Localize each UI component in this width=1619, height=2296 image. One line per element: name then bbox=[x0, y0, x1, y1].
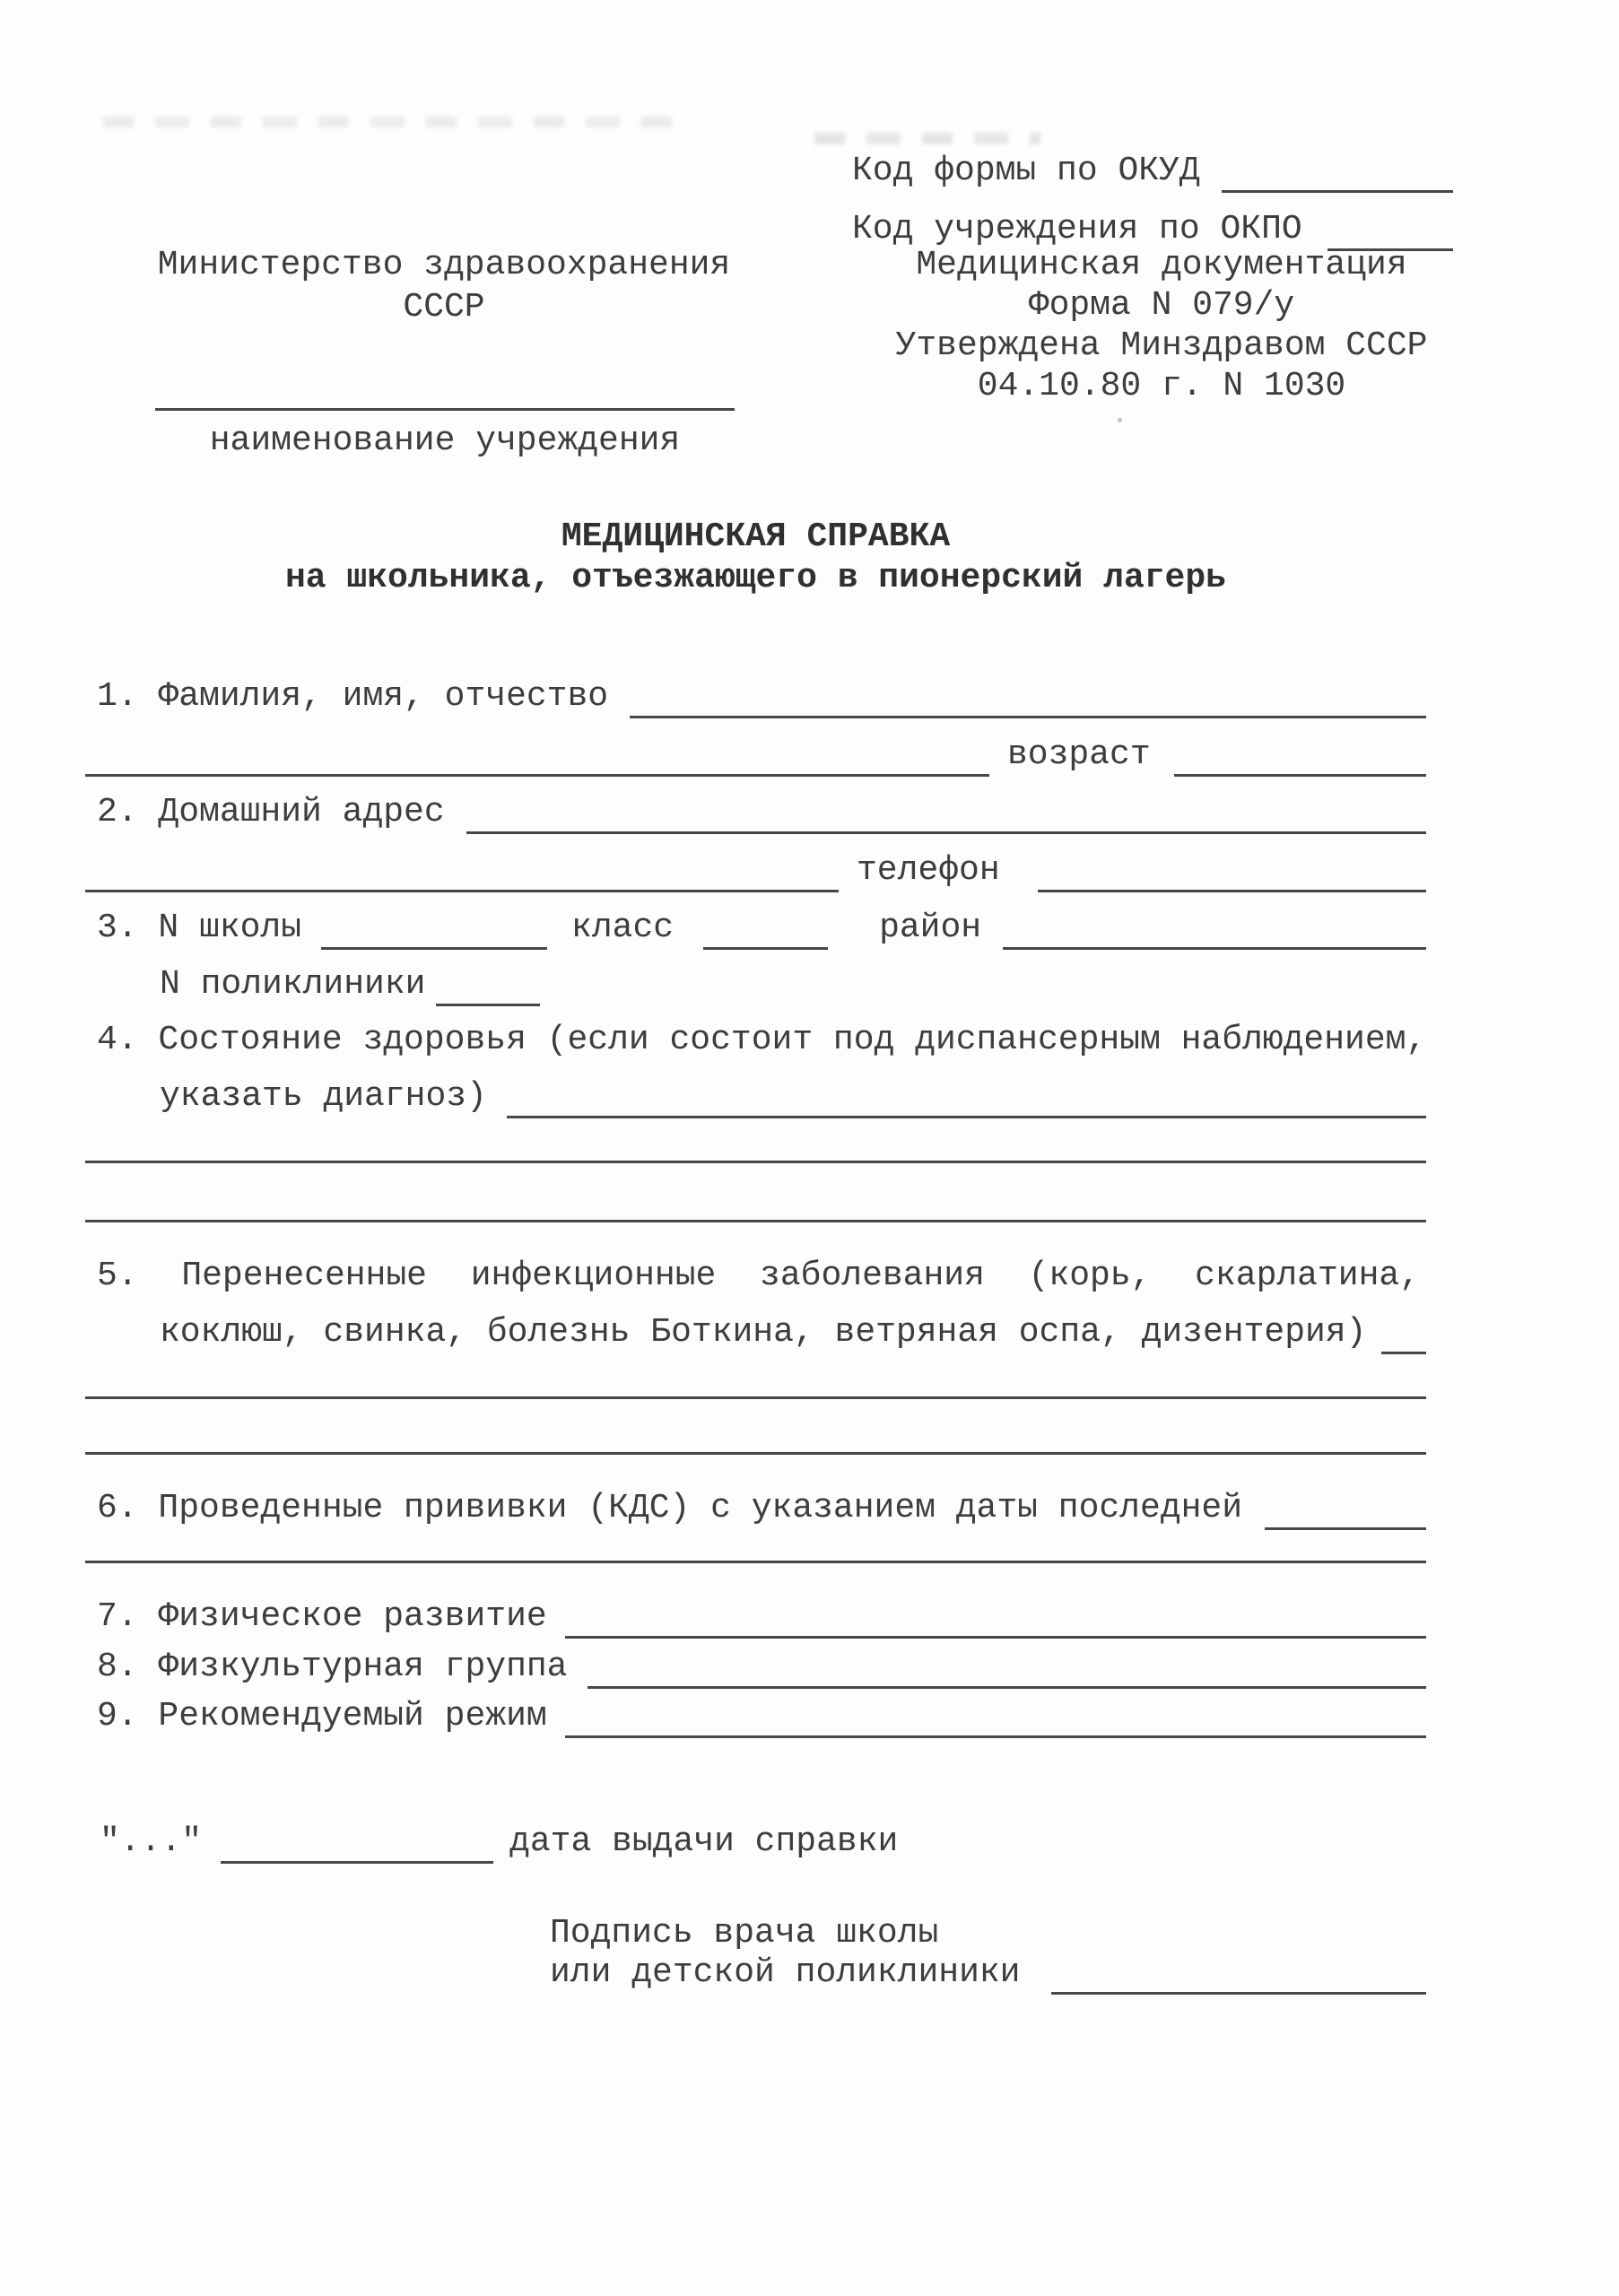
institution-caption-row: наименование учреждения bbox=[209, 422, 681, 460]
doc-info-line-3: Утверждена Минздравом СССР bbox=[895, 326, 1428, 365]
doc-info-line-2: Форма N 079/у bbox=[1028, 286, 1295, 325]
item-5-row-1 bbox=[97, 1255, 1420, 1298]
item-1-age-row bbox=[85, 734, 1426, 777]
vaccinations-extra-line[interactable] bbox=[85, 1561, 1426, 1563]
age-blank[interactable] bbox=[1174, 735, 1426, 777]
ministry-line-2: СССР bbox=[403, 288, 485, 326]
okud-code-blank[interactable] bbox=[1222, 151, 1453, 193]
doc-info-line-4: 04.10.80 г. N 1030 bbox=[977, 367, 1346, 405]
item-4-line-2: указать диагноз) bbox=[160, 1077, 487, 1116]
item-9-row bbox=[97, 1695, 1426, 1738]
item-6-label: 6. Проведенные прививки (КДС) с указанием даты последней bbox=[97, 1489, 1243, 1527]
phone-label: телефон bbox=[857, 851, 1000, 890]
item-7-label: 7. Физическое развитие bbox=[97, 1597, 547, 1636]
item-5-line-1: 5. Перенесенные инфекционные заболевания (корь, скарлатина, bbox=[97, 1257, 1420, 1295]
signature-blank[interactable] bbox=[1051, 1952, 1427, 1995]
item-7-row bbox=[97, 1596, 1426, 1639]
signature-row-2 bbox=[550, 1952, 1426, 1995]
item-4-line-1: 4. Состояние здоровья (если состоит под диспансерным наблюдением, bbox=[97, 1021, 1427, 1059]
diagnosis-extra-line-2[interactable] bbox=[85, 1220, 1426, 1222]
ministry-line-1: Министерство здравоохранения bbox=[157, 246, 731, 284]
item-5-line-2: коклюш, свинка, болезнь Боткина, ветряная оспа, дизентерия) bbox=[160, 1313, 1367, 1352]
item-3-school-row bbox=[97, 907, 1426, 950]
district-label: район bbox=[879, 909, 982, 947]
address-blank-1[interactable] bbox=[466, 792, 1426, 834]
vaccinations-blank[interactable] bbox=[1265, 1488, 1426, 1530]
item-8-row bbox=[97, 1646, 1426, 1689]
item-6-vaccinations-row bbox=[97, 1487, 1426, 1530]
signature-line-2: или детской поликлиники bbox=[550, 1953, 1021, 1992]
issue-date-caption: дата выдачи справки bbox=[509, 1822, 899, 1861]
school-number-blank[interactable] bbox=[321, 908, 547, 950]
scan-ghost-smudge bbox=[814, 133, 1040, 144]
age-label: возраст bbox=[1007, 735, 1151, 774]
class-blank[interactable] bbox=[703, 908, 828, 950]
diagnosis-extra-line-1[interactable] bbox=[85, 1161, 1426, 1163]
okpo-label: Код учреждения по ОКПО bbox=[852, 210, 1302, 248]
day-quote: "..." bbox=[100, 1822, 203, 1861]
item-3-clinic-row bbox=[160, 963, 1426, 1006]
scan-speck bbox=[1118, 418, 1122, 422]
clinic-label: N поликлиники bbox=[160, 965, 426, 1004]
scan-ghost-smudge bbox=[103, 117, 686, 127]
item-9-label: 9. Рекомендуемый режим bbox=[97, 1697, 547, 1735]
form-title-line-2: на школьника, отъезжающего в пионерский лагерь bbox=[285, 559, 1226, 597]
okud-label: Код формы по ОКУД bbox=[852, 152, 1200, 190]
district-blank[interactable] bbox=[1003, 908, 1426, 950]
infections-blank-short[interactable] bbox=[1381, 1312, 1426, 1354]
doc-info-line-1: Медицинская документация bbox=[916, 246, 1407, 284]
item-2-label: 2. Домашний адрес bbox=[97, 793, 445, 831]
clinic-number-blank[interactable] bbox=[436, 964, 540, 1006]
item-1-label: 1. Фамилия, имя, отчество bbox=[97, 677, 609, 716]
phone-blank[interactable] bbox=[1038, 850, 1426, 892]
item-4-health-row-2 bbox=[160, 1075, 1426, 1118]
issue-date-blank[interactable] bbox=[221, 1822, 493, 1864]
institution-name-blank[interactable] bbox=[155, 408, 735, 411]
pe-group-blank[interactable] bbox=[588, 1647, 1427, 1689]
signature-line-1: Подпись врача школы bbox=[550, 1914, 939, 1952]
diagnosis-blank[interactable] bbox=[507, 1076, 1426, 1118]
item-1-name-row bbox=[97, 675, 1426, 718]
item-3-school-label: 3. N школы bbox=[97, 909, 302, 947]
item-8-label: 8. Физкультурная группа bbox=[97, 1648, 568, 1686]
regimen-blank[interactable] bbox=[565, 1696, 1426, 1738]
infections-extra-line-1[interactable] bbox=[85, 1396, 1426, 1399]
item-5-row-2 bbox=[160, 1311, 1426, 1354]
physical-development-blank[interactable] bbox=[565, 1596, 1426, 1639]
item-4-health-row-1 bbox=[97, 1019, 1426, 1062]
class-label: класс bbox=[571, 909, 675, 947]
full-name-blank-2[interactable] bbox=[85, 735, 989, 777]
item-2-phone-row bbox=[85, 849, 1426, 892]
infections-extra-line-2[interactable] bbox=[85, 1452, 1426, 1455]
okud-code-row bbox=[852, 150, 1453, 193]
address-blank-2[interactable] bbox=[85, 850, 839, 892]
item-2-address-row bbox=[97, 791, 1426, 834]
signature-row-1 bbox=[550, 1912, 1426, 1955]
form-title-line-1: МЕДИЦИНСКАЯ СПРАВКА bbox=[561, 517, 951, 556]
full-name-blank-1[interactable] bbox=[630, 676, 1426, 718]
issue-date-row bbox=[100, 1821, 1426, 1864]
